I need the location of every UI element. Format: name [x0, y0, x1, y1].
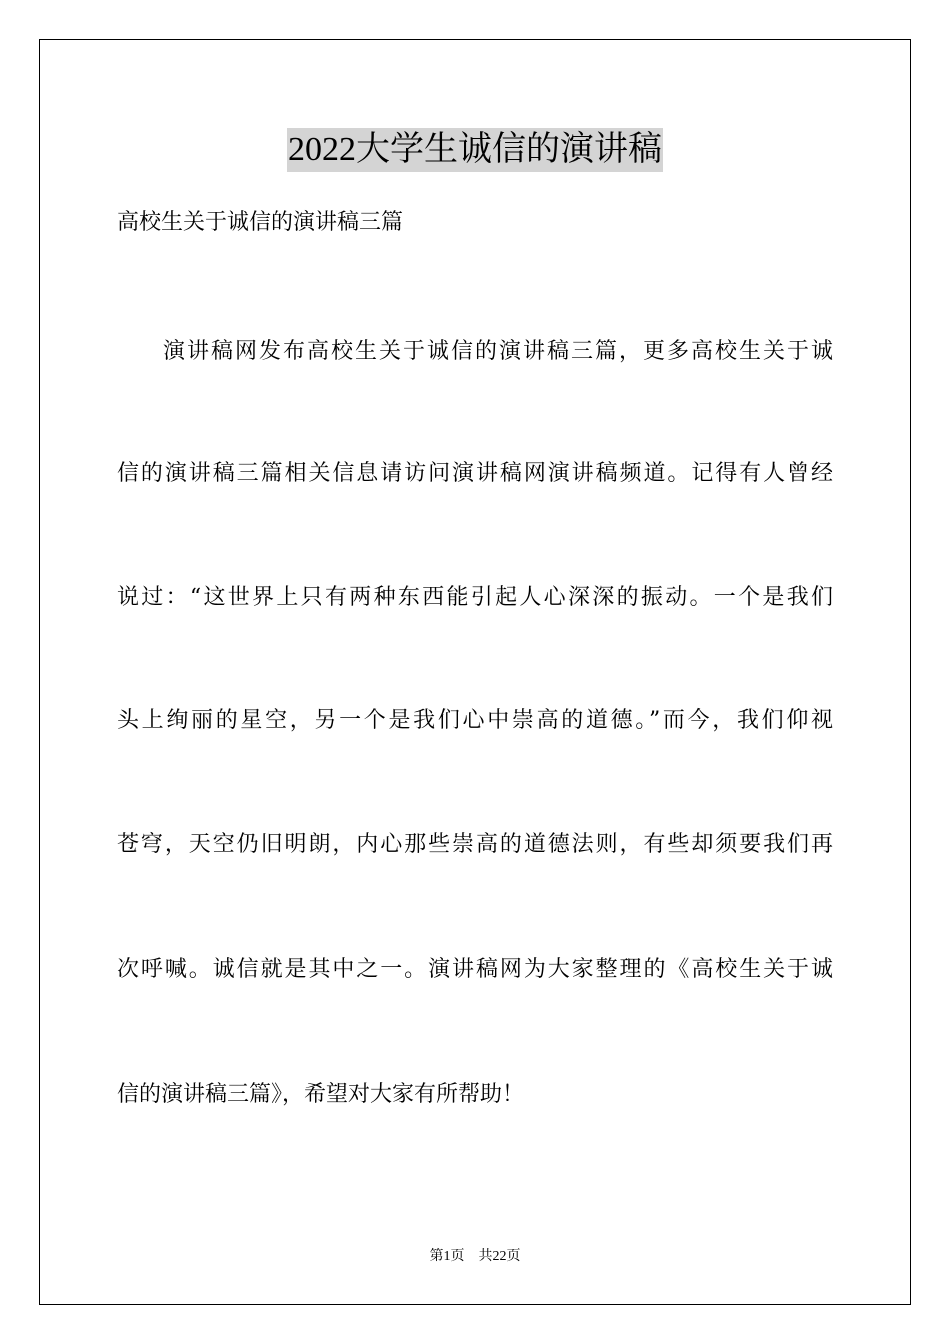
paragraph-line: 头上绚丽的星空，另一个是我们心中崇高的道德。”而今，我们仰视	[117, 708, 833, 733]
document-subtitle: 高校生关于诚信的演讲稿三篇	[117, 210, 404, 235]
paragraph-line: 信的演讲稿三篇》，希望对大家有所帮助！	[117, 1082, 525, 1107]
paragraph-line: 演讲稿网发布高校生关于诚信的演讲稿三篇，更多高校生关于诚	[163, 339, 833, 364]
document-title: 2022大学生诚信的演讲稿	[287, 128, 663, 172]
paragraph-line: 次呼喊。诚信就是其中之一。演讲稿网为大家整理的《高校生关于诚	[117, 957, 833, 982]
page-number: 第1页	[429, 1249, 465, 1264]
page-footer	[0, 1247, 950, 1267]
paragraph-line: 信的演讲稿三篇相关信息请访问演讲稿网演讲稿频道。记得有人曾经	[117, 461, 833, 486]
title-block	[0, 128, 950, 172]
paragraph-line: 说过：“这世界上只有两种东西能引起人心深深的振动。一个是我们	[117, 585, 833, 610]
paragraph-line: 苍穹，天空仍旧明朗，内心那些崇高的道德法则，有些却须要我们再	[117, 832, 833, 857]
page-total: 共22页	[478, 1249, 521, 1264]
